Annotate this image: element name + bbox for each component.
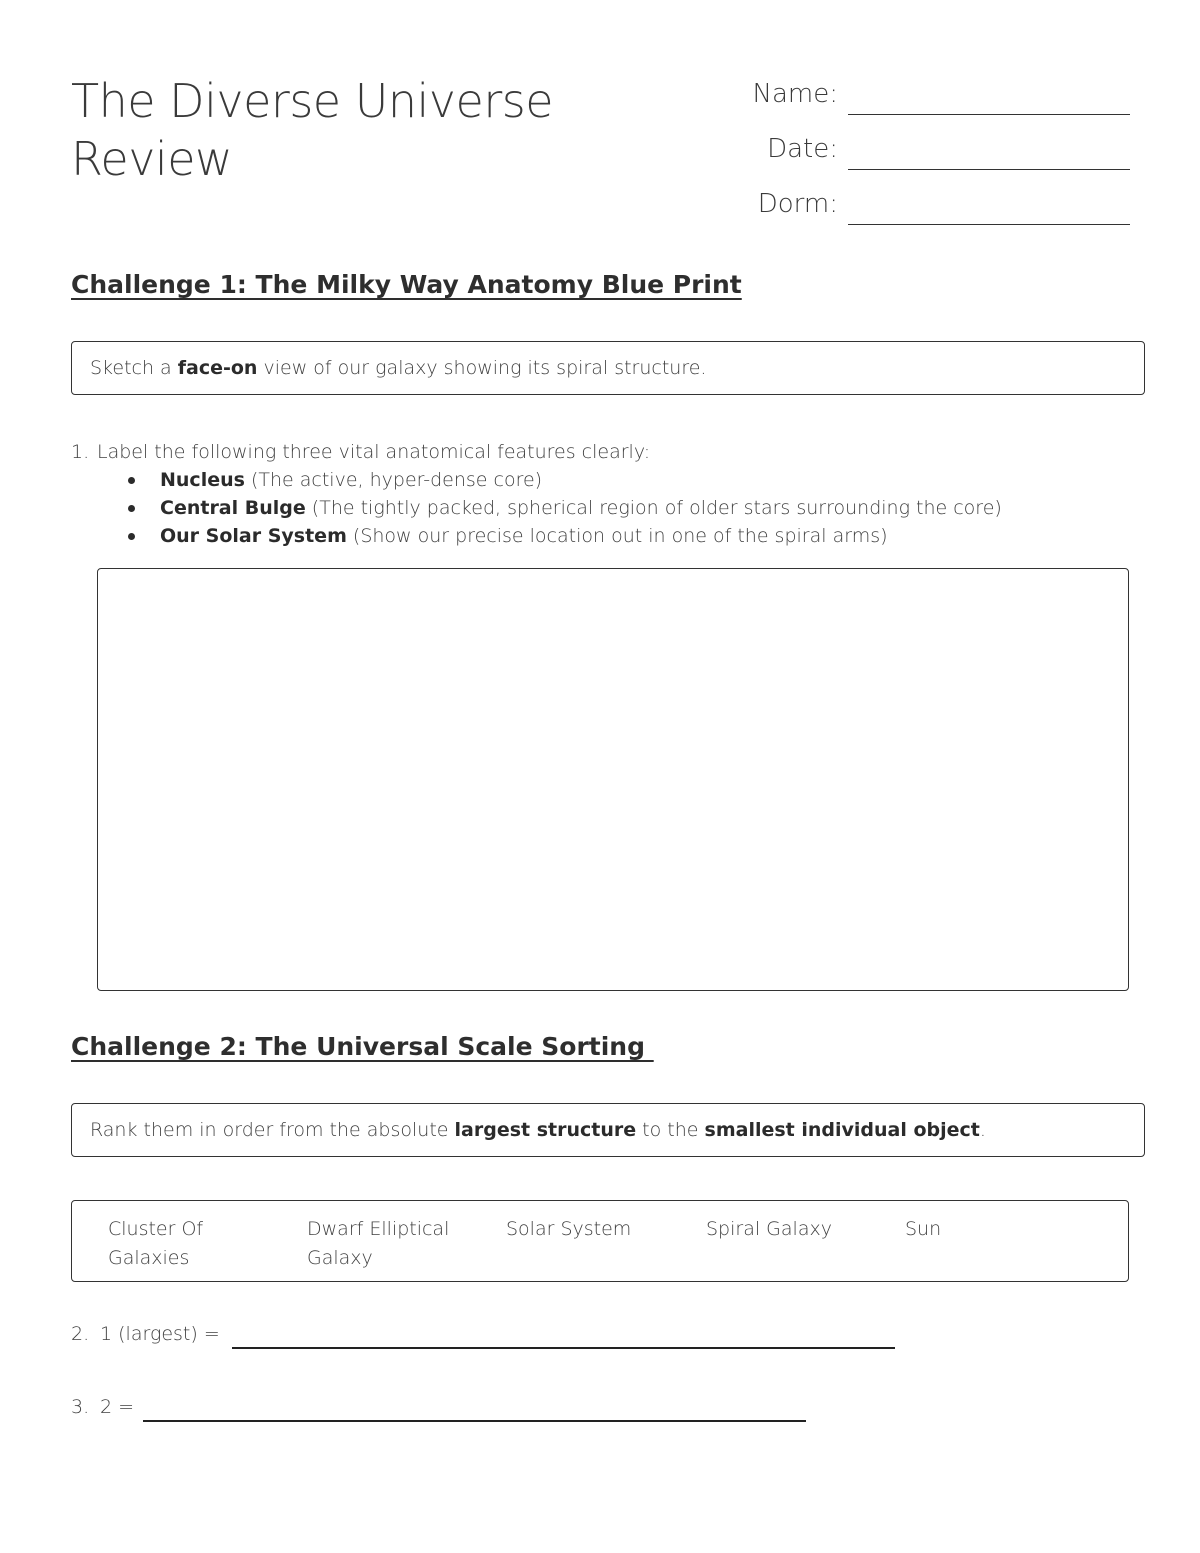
date-input-line[interactable] — [848, 169, 1130, 170]
instruction-text-mid: to the — [636, 1119, 705, 1141]
name-input-line[interactable] — [848, 114, 1130, 115]
feature-name: Nucleus — [160, 469, 245, 491]
feature-name: Central Bulge — [160, 497, 306, 519]
feature-name: Our Solar System — [160, 525, 347, 547]
answer-label: 2 = — [100, 1396, 135, 1418]
word-line-1: Solar System — [506, 1218, 632, 1240]
answer-number: 2. — [71, 1323, 90, 1345]
answer-input-line[interactable] — [232, 1347, 895, 1349]
feature-description: (Show our precise location out in one of the spiral arms) — [346, 525, 888, 547]
page-title — [71, 72, 631, 188]
answer-label: 1 (largest) = — [100, 1323, 220, 1345]
word-line-2: Galaxies — [108, 1247, 190, 1269]
word-line-1: Dwarf Elliptical — [307, 1218, 450, 1240]
challenge-1-instruction-box — [71, 341, 1145, 395]
instruction-text-bold: face-on — [177, 357, 258, 379]
answer-input-line[interactable] — [143, 1420, 806, 1422]
list-item — [125, 522, 1002, 550]
challenge-1-heading: Challenge 1: The Milky Way Anatomy Blue Print — [71, 270, 742, 299]
bullet-icon — [128, 533, 135, 540]
dorm-field[interactable] — [690, 185, 1130, 225]
word-line-2: Galaxy — [307, 1247, 373, 1269]
word-bank-item — [506, 1215, 676, 1244]
question-number: 1. — [71, 441, 90, 463]
date-field[interactable] — [690, 130, 1130, 170]
answer-row-2 — [71, 1323, 220, 1345]
word-line-1: Sun — [905, 1218, 942, 1240]
feature-list — [125, 466, 1002, 550]
word-bank-item — [706, 1215, 876, 1244]
challenge-2-instruction-box — [71, 1103, 1145, 1157]
list-item — [125, 494, 1002, 522]
word-line-1: Spiral Galaxy — [706, 1218, 832, 1240]
bullet-icon — [128, 505, 135, 512]
word-bank-item — [905, 1215, 1075, 1244]
instruction-text-post: . — [979, 1119, 986, 1141]
feature-description: (The active, hyper-dense core) — [244, 469, 543, 491]
instruction-text-pre: Sketch a — [90, 357, 178, 379]
sketch-area[interactable] — [97, 568, 1129, 991]
word-line-1: Cluster Of — [108, 1218, 204, 1240]
challenge-2-heading: Challenge 2: The Universal Scale Sorting — [71, 1032, 654, 1061]
bullet-icon — [128, 477, 135, 484]
answer-row-3 — [71, 1396, 134, 1418]
feature-description: (The tightly packed, spherical region of older stars surrounding the core) — [305, 497, 1002, 519]
name-label: Name: — [752, 79, 838, 109]
name-field[interactable] — [690, 75, 1130, 115]
dorm-input-line[interactable] — [848, 224, 1130, 225]
word-bank-item — [108, 1215, 278, 1273]
word-bank — [71, 1200, 1129, 1282]
date-label: Date: — [767, 134, 838, 164]
page-title-line-1: The Diverse Universe — [71, 74, 554, 128]
question-1 — [71, 438, 650, 466]
question-text: Label the following three vital anatomical features clearly: — [97, 441, 651, 463]
word-bank-item — [307, 1215, 477, 1273]
instruction-text-bold-1: largest structure — [454, 1119, 637, 1141]
list-item — [125, 466, 1002, 494]
instruction-text-post: view of our galaxy showing its spiral structure. — [257, 357, 707, 379]
instruction-text-bold-2: smallest individual object — [704, 1119, 980, 1141]
dorm-label: Dorm: — [757, 189, 838, 219]
instruction-text-pre: Rank them in order from the absolute — [90, 1119, 455, 1141]
answer-number: 3. — [71, 1396, 90, 1418]
page-title-line-2: Review — [71, 132, 233, 186]
